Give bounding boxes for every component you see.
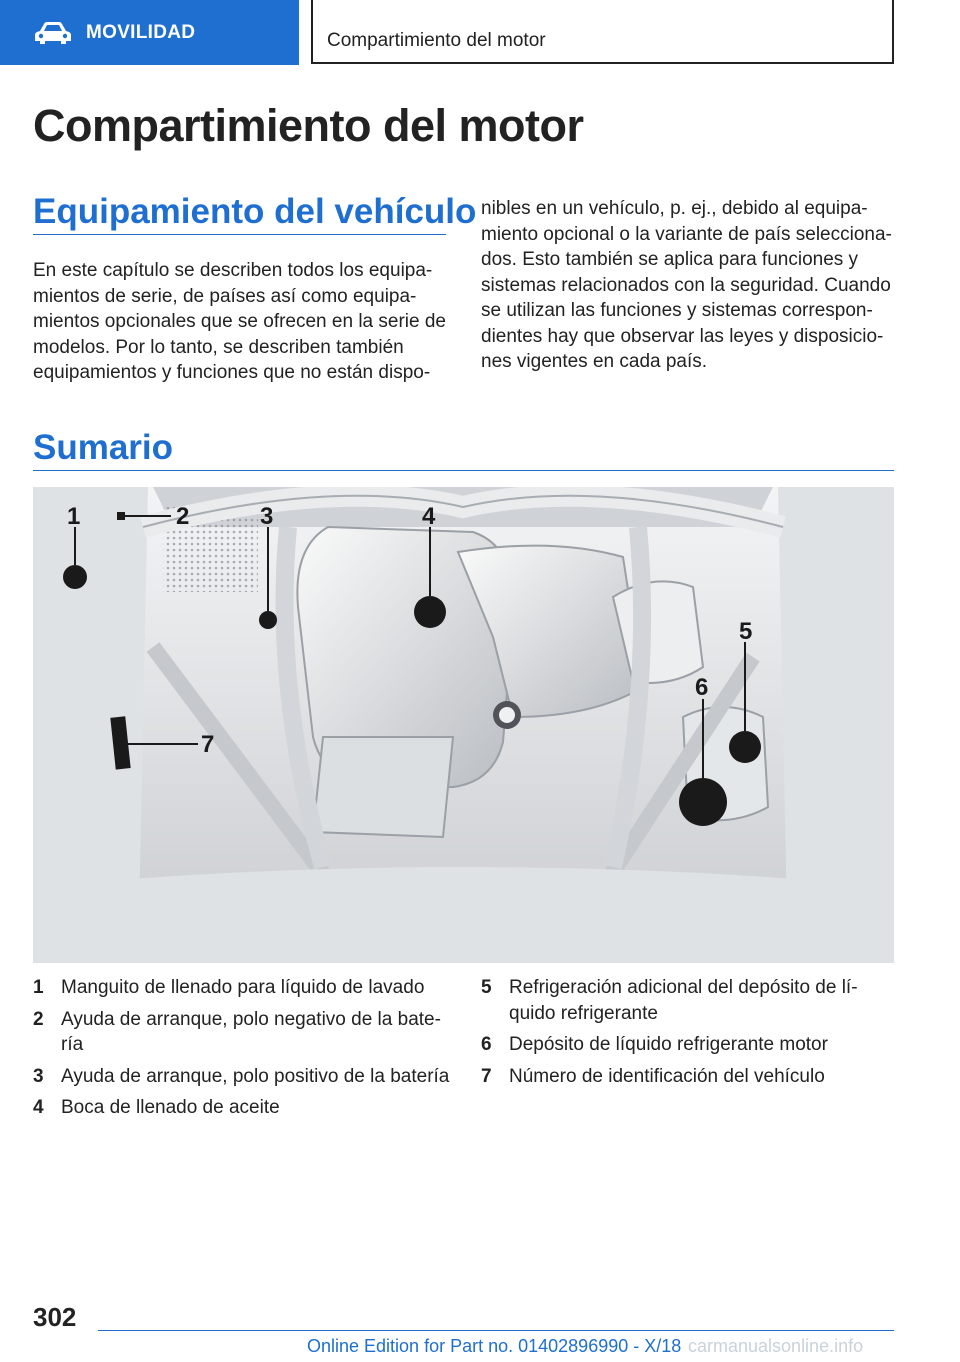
watermark: carmanualsonline.info [688,1336,864,1356]
legend-right [481,975,894,1095]
engine-compartment-figure [33,487,894,963]
edition-text: Online Edition for Part no. 01402896990 - X/18 [307,1336,682,1356]
footer-rule [98,1330,894,1331]
callout-2: 2 [176,503,190,530]
car-icon [34,21,72,45]
list-item: 2 Ayuda de arranque, polo negativo de la bate-ría [33,1008,441,1055]
callout-3: 3 [260,503,274,530]
engine-illustration [33,487,894,963]
summary-rule [33,470,894,471]
list-item: 1 Manguito de llenado para líquido de lavado [33,977,425,998]
chapter-header [311,0,894,64]
equipment-text-col2: nibles en un vehículo, p. ej., debido al equipa- miento opcional o la variante de país selecciona- dos. Esto también se aplica para funciones y sistemas relacionados con la seguridad. Cuando se utilizan las funciones y sistemas correspon- dientes hay que observar las leyes y disposicio- nes vigentes en cada país. [481,198,892,372]
callout-6: 6 [695,674,709,701]
list-item: 5 Refrigeración adicional del depósito de lí-quido refrigerante [481,977,858,1024]
page-title: Compartimiento del motor [33,100,584,151]
callout-1: 1 [67,503,81,530]
equipment-rule [33,234,446,235]
legend-left [33,975,453,1127]
list-item: 4 Boca de llenado de aceite [33,1097,280,1118]
callout-7: 7 [201,731,215,758]
summary-heading: Sumario [33,428,174,467]
equipment-text-col1: En este capítulo se describen todos los equipa- mientos de serie, de países así como equipa- mientos opcionales que se ofrecen en la serie de modelos. Por lo tanto, se describen también equipamientos y funciones que no están dispo- [33,260,446,383]
callout-4: 4 [422,503,436,530]
chapter-title: Compartimiento del motor [327,30,546,51]
list-item: 7 Número de identificación del vehículo [481,1065,825,1087]
callout-5: 5 [739,618,753,645]
list-item: 6 Depósito de líquido refrigerante motor [481,1034,828,1055]
equipment-heading: Equipamiento del vehículo [33,192,477,231]
section-tab-label: MOVILIDAD [86,21,196,43]
page-number: 302 [33,1302,77,1332]
section-tab [0,0,299,65]
list-item: 3 Ayuda de arranque, polo positivo de la batería [33,1065,450,1087]
